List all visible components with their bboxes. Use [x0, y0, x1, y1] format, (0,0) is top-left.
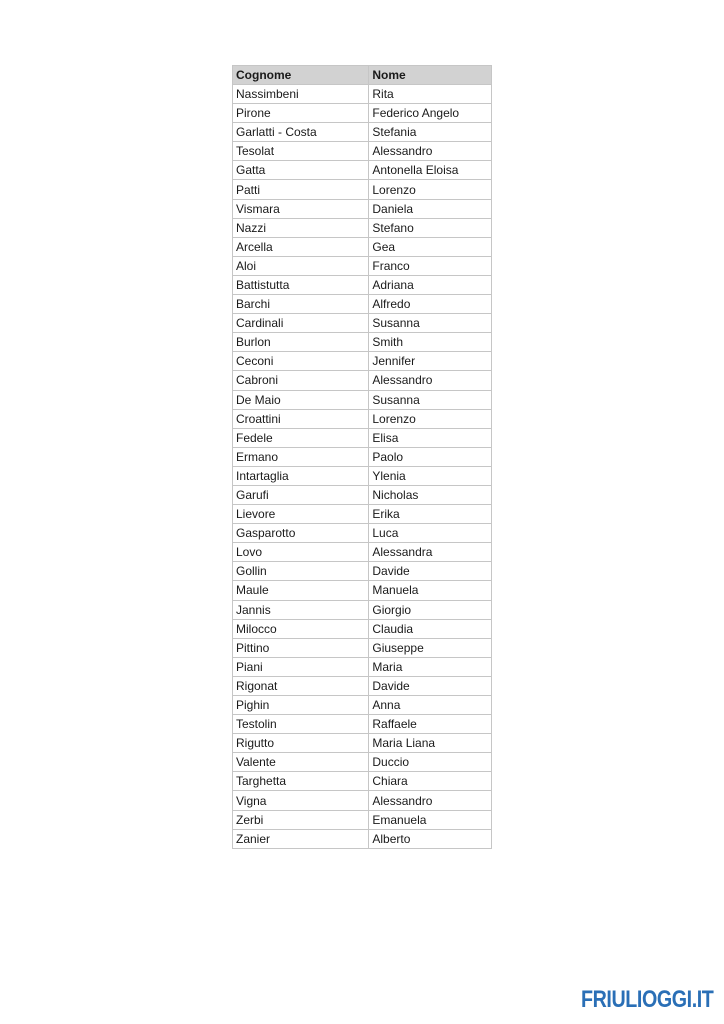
cell-name: Adriana [369, 275, 492, 294]
cell-name: Maria [369, 657, 492, 676]
cell-name: Claudia [369, 619, 492, 638]
cell-name: Elisa [369, 428, 492, 447]
cell-name: Stefano [369, 218, 492, 237]
table-row [233, 314, 492, 333]
cell-name: Luca [369, 524, 492, 543]
cell-surname: Aloi [233, 256, 369, 275]
cell-surname: Targhetta [233, 772, 369, 791]
cell-surname: Pittino [233, 638, 369, 657]
cell-name: Susanna [369, 390, 492, 409]
cell-surname: Piani [233, 657, 369, 676]
table-row [233, 829, 492, 848]
cell-surname: Fedele [233, 428, 369, 447]
table-row [233, 199, 492, 218]
cell-name: Manuela [369, 581, 492, 600]
table-row [233, 218, 492, 237]
cell-surname: Gasparotto [233, 524, 369, 543]
cell-surname: Intartaglia [233, 466, 369, 485]
cell-surname: Testolin [233, 715, 369, 734]
table-row [233, 123, 492, 142]
table-row [233, 275, 492, 294]
table-row [233, 505, 492, 524]
cell-name: Alessandro [369, 371, 492, 390]
cell-name: Franco [369, 256, 492, 275]
cell-surname: De Maio [233, 390, 369, 409]
cell-name: Giuseppe [369, 638, 492, 657]
table-row [233, 696, 492, 715]
cell-surname: Gollin [233, 562, 369, 581]
table-row [233, 581, 492, 600]
cell-surname: Milocco [233, 619, 369, 638]
table-row [233, 295, 492, 314]
table-row [233, 619, 492, 638]
cell-surname: Ceconi [233, 352, 369, 371]
cell-surname: Vigna [233, 791, 369, 810]
cell-name: Ylenia [369, 466, 492, 485]
cell-name: Alfredo [369, 295, 492, 314]
table-row [233, 562, 492, 581]
table-row [233, 352, 492, 371]
column-header-name: Nome [369, 66, 492, 85]
cell-name: Davide [369, 562, 492, 581]
names-table [232, 65, 492, 849]
cell-surname: Jannis [233, 600, 369, 619]
cell-name: Federico Angelo [369, 104, 492, 123]
table-row [233, 409, 492, 428]
cell-surname: Pirone [233, 104, 369, 123]
cell-surname: Barchi [233, 295, 369, 314]
cell-surname: Valente [233, 753, 369, 772]
table-row [233, 161, 492, 180]
cell-surname: Zanier [233, 829, 369, 848]
table-row [233, 466, 492, 485]
table-row [233, 772, 492, 791]
cell-name: Lorenzo [369, 409, 492, 428]
cell-surname: Maule [233, 581, 369, 600]
cell-surname: Garufi [233, 485, 369, 504]
table-row [233, 333, 492, 352]
table-row [233, 371, 492, 390]
cell-name: Erika [369, 505, 492, 524]
cell-name: Alessandro [369, 791, 492, 810]
table-row [233, 180, 492, 199]
table-row [233, 715, 492, 734]
cell-name: Smith [369, 333, 492, 352]
table-row [233, 734, 492, 753]
cell-surname: Lovo [233, 543, 369, 562]
cell-surname: Patti [233, 180, 369, 199]
cell-surname: Vismara [233, 199, 369, 218]
cell-name: Alessandro [369, 142, 492, 161]
cell-surname: Pighin [233, 696, 369, 715]
cell-name: Chiara [369, 772, 492, 791]
table-body [233, 85, 492, 849]
cell-name: Jennifer [369, 352, 492, 371]
friulioggi-logo: FRIULIOGGI.IT [581, 986, 714, 1013]
cell-name: Antonella Eloisa [369, 161, 492, 180]
table-header-row [233, 66, 492, 85]
table-row [233, 676, 492, 695]
cell-surname: Zerbi [233, 810, 369, 829]
cell-surname: Gatta [233, 161, 369, 180]
cell-surname: Arcella [233, 237, 369, 256]
table-row [233, 142, 492, 161]
table-row [233, 390, 492, 409]
cell-name: Stefania [369, 123, 492, 142]
table-row [233, 237, 492, 256]
cell-surname: Nazzi [233, 218, 369, 237]
cell-name: Nicholas [369, 485, 492, 504]
cell-name: Daniela [369, 199, 492, 218]
cell-name: Alberto [369, 829, 492, 848]
cell-surname: Croattini [233, 409, 369, 428]
cell-name: Susanna [369, 314, 492, 333]
cell-surname: Lievore [233, 505, 369, 524]
cell-name: Alessandra [369, 543, 492, 562]
cell-name: Giorgio [369, 600, 492, 619]
cell-surname: Battistutta [233, 275, 369, 294]
table-row [233, 600, 492, 619]
cell-surname: Burlon [233, 333, 369, 352]
table-row [233, 810, 492, 829]
cell-name: Duccio [369, 753, 492, 772]
table-row [233, 104, 492, 123]
cell-name: Raffaele [369, 715, 492, 734]
cell-surname: Garlatti - Costa [233, 123, 369, 142]
cell-name: Rita [369, 85, 492, 104]
cell-name: Anna [369, 696, 492, 715]
table-row [233, 657, 492, 676]
cell-name: Lorenzo [369, 180, 492, 199]
cell-name: Maria Liana [369, 734, 492, 753]
cell-name: Emanuela [369, 810, 492, 829]
cell-surname: Rigutto [233, 734, 369, 753]
table-row [233, 85, 492, 104]
cell-surname: Tesolat [233, 142, 369, 161]
column-header-surname: Cognome [233, 66, 369, 85]
table-row [233, 524, 492, 543]
table-row [233, 753, 492, 772]
cell-surname: Ermano [233, 447, 369, 466]
cell-name: Paolo [369, 447, 492, 466]
table-row [233, 638, 492, 657]
cell-name: Davide [369, 676, 492, 695]
table-row [233, 543, 492, 562]
cell-surname: Cabroni [233, 371, 369, 390]
table-row [233, 485, 492, 504]
cell-surname: Cardinali [233, 314, 369, 333]
cell-name: Gea [369, 237, 492, 256]
table-row [233, 447, 492, 466]
cell-surname: Nassimbeni [233, 85, 369, 104]
table-row [233, 791, 492, 810]
cell-surname: Rigonat [233, 676, 369, 695]
table-row [233, 256, 492, 275]
table-row [233, 428, 492, 447]
